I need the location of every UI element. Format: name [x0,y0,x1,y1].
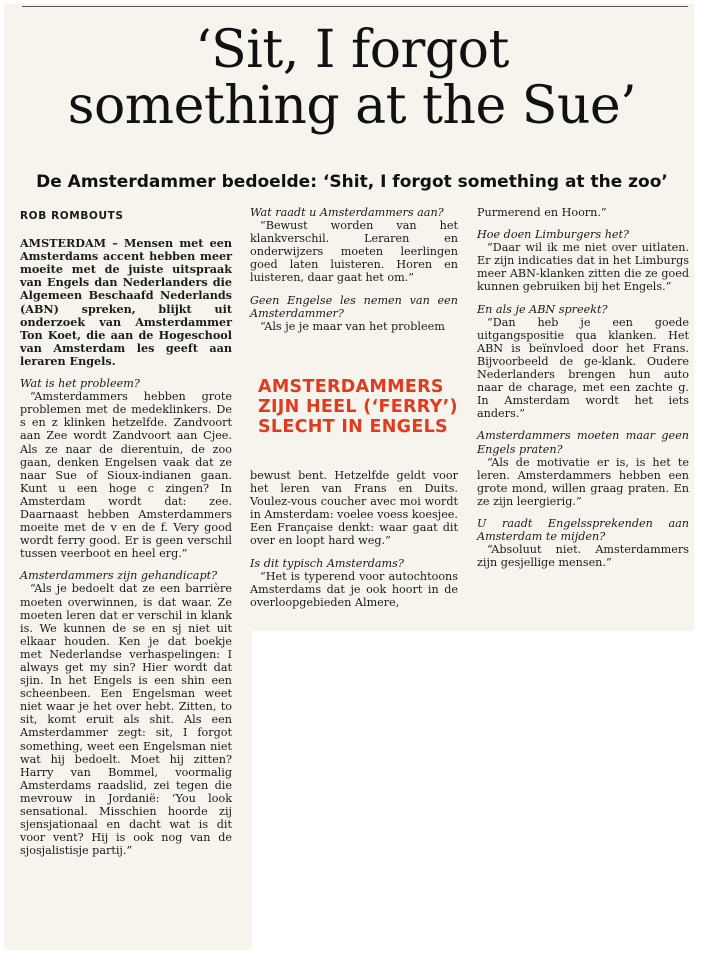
lead-paragraph: AMSTERDAM – Mensen met een Amsterdams accent hebben meer moeite met de juiste uitspraak van Engels dan Nederlanders die Algemeen Beschaafd Nederlands (ABN) spreken, blijkt uit onderzoek van Amsterdammer Ton Koet, die aan de Hogeschool van Amsterdam les geeft aan leraren Engels. [20,236,232,368]
column-1 [20,210,232,857]
answer: “Als je bedoelt dat ze een barrière moeten overwinnen, is dat waar. Ze moeten leren dat er verschil in klank is. We kunnen de se en sj niet uit elkaar houden. Ken je dat boekje met Nederlandse verhaspelingen: I always get my sin? Hier wordt dat sjin. In het Engels is een shin een scheenbeen. Een Engelsman weet niet waar je het over hebt. Zitten, to sit, komt eruit als shit. Als een Amsterdammer zegt: sit, I forgot something, weet een Engelsman niet wat hij bedoelt. Moet hij zitten? Harry van Bommel, voormalig Amsterdams raadslid, zei tegen die mevrouw in Jordanië: ‘You look sensational. Misschien hoorde zij sjensjationaal en dacht wat is dit voor vent? Hij is ook nog van de sjosjalistisje partij.” [20,582,232,858]
answer: “Bewust worden van het klankverschil. Leraren en onderwijzers moeten leerlingen goed laten luisteren. Horen en luisteren, daar gaat het om.” [250,219,458,285]
pull-quote-line: AMSTERDAMMERS [258,377,444,397]
question: U raadt Engelssprekenden aan Amsterdam te mijden? [477,516,689,544]
question: En als je ABN spreekt? [477,302,608,316]
question: Geen Engelse les nemen van een Amsterdammer? [250,293,458,320]
question: Is dit typisch Amsterdams? [250,556,404,570]
subheadline: De Amsterdammer bedoelde: ‘Shit, I forgot something at the zoo’ [36,172,668,192]
answer: “Amsterdammers hebben grote problemen met de medeklinkers. De s en z klinken hetzelfde. Zandvoort aan Zee wordt Zandvoort aan Cjee. Als ze naar de dierentuin, de zoo gaan, denken Engelsen vaak dat ze naar Sue of Sioux-indianen gaan. Kunt u een hoge c zingen? In Amsterdam wordt dat: zee. Daarnaast hebben Amsterdammers moeite met de v en de f. Very good wordt ferry good. Er is geen verschil tussen veerboot en heel erg.” [20,390,232,561]
question: Amsterdammers moeten maar geen Engels praten? [477,429,689,456]
pull-quote-line: SLECHT IN ENGELS [258,417,448,437]
pull-quote-line: ZIJN HEEL (‘FERRY’) [258,397,458,417]
question: Wat is het probleem? [20,377,140,391]
headline-line-1: ‘Sit, I forgot [195,20,509,80]
answer: “Als de motivatie er is, is het te leren. Amsterdammers hebben een grote mond, willen graag praten. En ze zijn leergierig.” [477,455,689,508]
answer-continued: bewust bent. Hetzelfde geldt voor het leren van Frans en Duits. Voulez-vous coucher avec moi wordt in Amsterdam: voelee voess koesjee. Een Française denkt: waar gaat dit over en loopt hard weg.” [250,469,458,548]
answer: “Daar wil ik me niet over uitlaten. Er zijn indicaties dat in het Limburgs meer ABN-klanken zitten die ze goed kunnen gebruiken bij het Engels.” [477,241,689,294]
pull-quote [258,377,458,437]
column-3 [477,206,689,569]
answer: “Dan heb je een goede uitgangspositie qua klanken. Het ABN is beïnvloed door het Frans. Bijvoorbeeld de ge-klank. Oudere Nederlanders brengen hun auto naar de charage, met een zachte g. In Amsterdam wordt het iets anders.” [477,315,689,421]
headline-line-2: something at the Sue’ [67,76,637,136]
question: Hoe doen Limburgers het? [477,228,630,242]
top-rule [22,6,688,7]
column-2-top [250,206,458,333]
headline [0,22,704,134]
answer-continued: Purmerend en Hoorn.” [477,206,607,219]
question: Wat raadt u Amsterdammers aan? [250,206,444,219]
byline: ROB ROMBOUTS [20,210,124,222]
blank-area [252,631,698,954]
answer: “Als je je maar van het probleem [260,319,445,333]
answer: “Absoluut niet. Amsterdammers zijn gesjellige mensen.” [477,543,689,570]
answer: “Het is typerend voor autochtoons Amsterdams dat je ook hoort in de overloopgebieden Almere, [250,569,458,609]
question: Amsterdammers zijn gehandicapt? [20,569,218,583]
column-2-bottom [250,469,458,609]
